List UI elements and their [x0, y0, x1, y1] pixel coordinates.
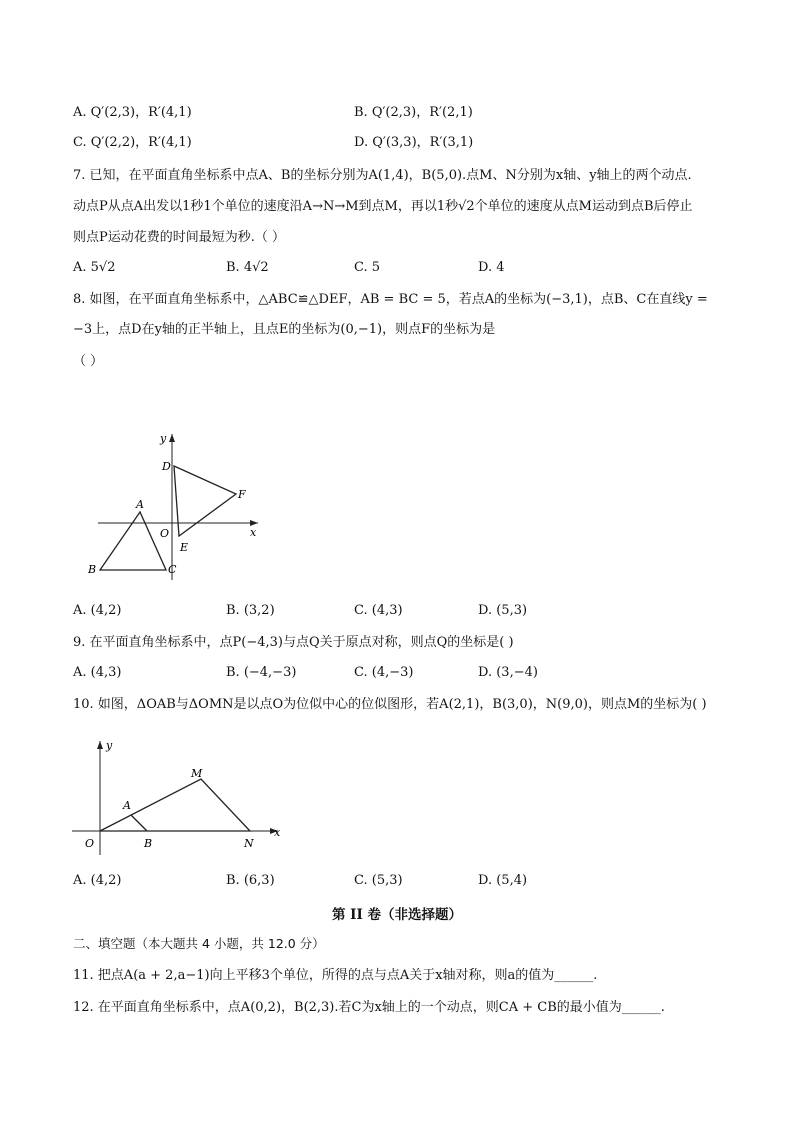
q7-text-line1: 7. 已知，在平面直角坐标系中点A、B的坐标分别为A(1,4)，B(5,0).点M、N分别为x轴、y轴上的两个动点.: [73, 168, 692, 183]
q7-text-line2: 动点P从点A出发以1秒1个单位的速度沿A→N→M到点M，再以1秒√2个单位的速度从点M运动到点B后停止: [73, 199, 693, 214]
q7-option-a: A. 5√2: [73, 260, 116, 275]
q9-option-b: B. (−4,−3): [226, 665, 297, 680]
q9-text: 9. 在平面直角坐标系中，点P(−4,3)与点Q关于原点对称，则点Q的坐标是( ): [73, 635, 514, 650]
q8-figure: [80, 428, 280, 588]
q10-option-b: B. (6,3): [226, 873, 275, 888]
q9-option-c: C. (4,−3): [354, 665, 414, 680]
q9-option-a: A. (4,3): [73, 665, 122, 680]
q8-option-b: B. (3,2): [226, 603, 275, 618]
section2-heading: 二、填空题（本大题共 4 小题，共 12.0 分）: [73, 936, 325, 951]
q6-option-c: C. Q′(2,2)，R′(4,1): [73, 135, 192, 150]
q10-label-b: B: [144, 837, 153, 850]
q10-label-a: A: [123, 799, 131, 812]
q10-segment-ab: [131, 815, 147, 831]
q10-label-o: O: [85, 837, 95, 850]
q7-text-line3: 则点P运动花费的时间最短为秒.（ ）: [73, 230, 286, 245]
q8-option-d: D. (5,3): [478, 603, 528, 618]
q6-option-b: B. Q′(2,3)，R′(2,1): [354, 105, 473, 120]
q10-label-y: y: [106, 739, 113, 752]
q8-option-a: A. (4,2): [73, 603, 122, 618]
q6-option-d: D. Q′(3,3)，R′(3,1): [354, 135, 474, 150]
q8-label-y: y: [160, 432, 167, 445]
q10-label-n: N: [244, 837, 254, 850]
q7-option-c: C. 5: [354, 260, 381, 275]
q10-y-axis-arrow: [97, 741, 103, 749]
q8-label-o: O: [160, 527, 170, 540]
q8-label-c: C: [168, 563, 177, 576]
q8-text-line3: （ ）: [73, 354, 104, 369]
q10-option-c: C. (5,3): [354, 873, 403, 888]
q10-label-m: M: [191, 767, 203, 780]
q8-y-axis-arrow: [169, 434, 175, 442]
q8-label-d: D: [162, 460, 171, 473]
q7-option-d: D. 4: [478, 260, 505, 275]
q8-label-a: A: [136, 498, 144, 511]
q8-triangle-def: [174, 466, 236, 536]
part2-title: 第 II 卷（非选择题）: [331, 907, 463, 923]
q8-option-c: C. (4,3): [354, 603, 403, 618]
q7-option-b: B. 4√2: [226, 260, 269, 275]
q10-text: 10. 如图，ΔOAB与ΔOMN是以点O为位似中心的位似图形，若A(2,1)，B(3,0)，N(9,0)，则点M的坐标为( ): [73, 697, 707, 712]
q8-label-b: B: [88, 563, 97, 576]
q8-label-x: x: [250, 526, 257, 539]
q8-triangle-abc: [100, 512, 166, 570]
q8-text-line1: 8. 如图，在平面直角坐标系中，△ABC≌△DEF，AB = BC = 5，若点A的坐标为(−3,1)，点B、C在直线y =: [73, 292, 708, 307]
q8-label-e: E: [180, 541, 189, 554]
q10-option-d: D. (5,4): [478, 873, 528, 888]
q10-option-a: A. (4,2): [73, 873, 122, 888]
q10-label-x: x: [274, 826, 281, 839]
q9-option-d: D. (3,−4): [478, 665, 538, 680]
q12-text: 12. 在平面直角坐标系中，点A(0,2)，B(2,3).若C为x轴上的一个动点，则CA + CB的最小值为______.: [73, 1000, 665, 1015]
q10-figure: [70, 735, 300, 860]
q8-text-line2: −3上，点D在y轴的正半轴上，且点E的坐标为(0,−1)，则点F的坐标为是: [73, 322, 496, 337]
q6-option-a: A. Q′(2,3)，R′(4,1): [73, 105, 192, 120]
q11-text: 11. 把点A(a + 2,a−1)向上平移3个单位，所得的点与点A关于x轴对称，则a的值为______.: [73, 968, 598, 983]
q8-label-f: F: [238, 488, 246, 501]
